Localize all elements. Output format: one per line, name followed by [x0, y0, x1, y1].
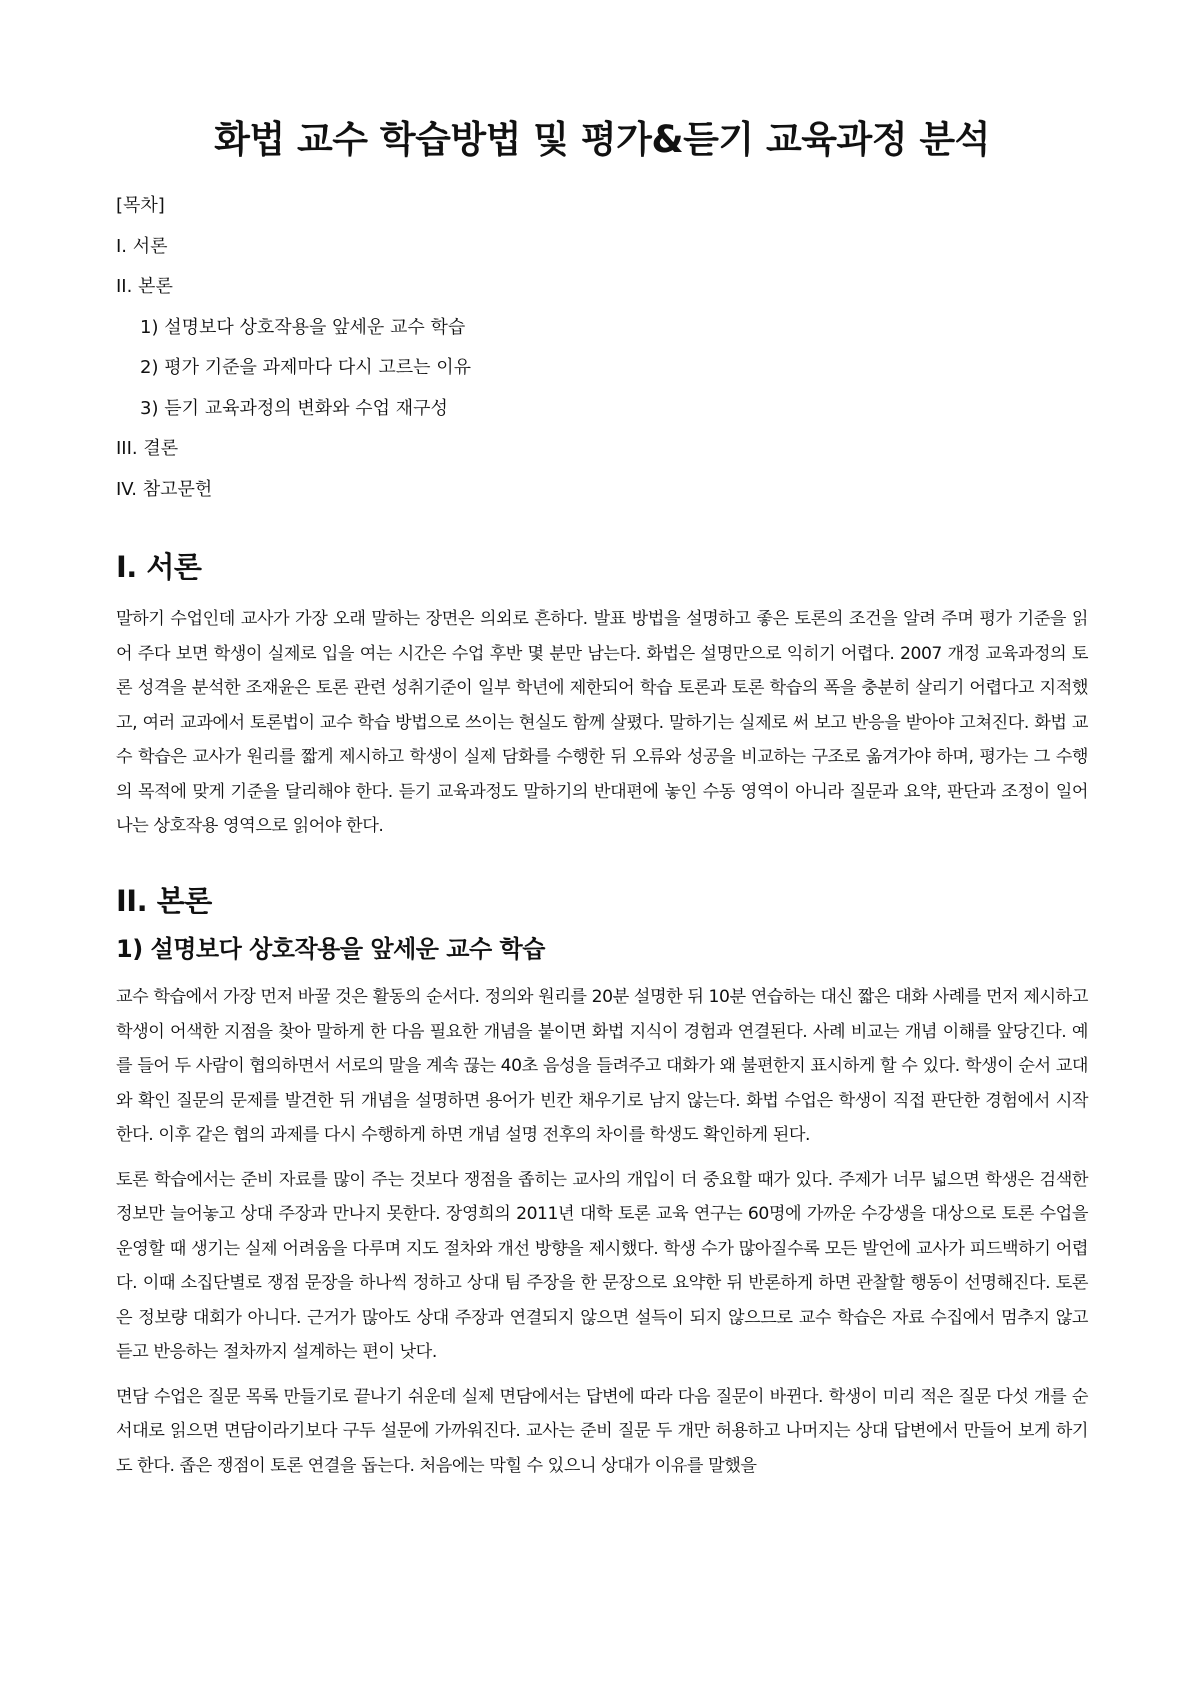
subsection-1 [116, 935, 1088, 1483]
toc-item-body-2: 2) 평가 기준을 과제마다 다시 고르는 이유 [140, 357, 472, 379]
body-paragraph: 면담 수업은 질문 목록 만들기로 끝나기 쉬운데 실제 면담에서는 답변에 따라 다음 질문이 바뀐다. 학생이 미리 적은 질문 다섯 개를 순서대로 읽으면 면담이라기보다 구두 설문에 가까워진다. 교사는 준비 질문 두 개만 허용하고 나머지는 상대 답변에서 만들어 보게 하기도 한다. 좁은 쟁점이 토론 연결을 돕는다. 처음에는 막힐 수 있으니 상대가 이유를 말했을 [116, 1386, 1088, 1476]
toc-label: [목차] [116, 195, 165, 217]
toc-item-references: IV. 참고문헌 [116, 478, 213, 500]
toc-item-body-1: 1) 설명보다 상호작용을 앞세운 교수 학습 [140, 316, 466, 338]
section-intro [116, 550, 1088, 843]
body-paragraph: 교수 학습에서 가장 먼저 바꿀 것은 활동의 순서다. 정의와 원리를 20분 설명한 뒤 10분 연습하는 대신 짧은 대화 사례를 먼저 제시하고 학생이 어색한 지점을 찾아 말하게 한 다음 필요한 개념을 붙이면 화법 지식이 경험과 연결된다. 사례 비교는 개념 이해를 앞당긴다. 예를 들어 두 사람이 협의하면서 서로의 말을 계속 끊는 40초 음성을 들려주고 대화가 왜 불편한지 표시하게 할 수 있다. 학생이 순서 교대와 확인 질문의 문제를 발견한 뒤 개념을 설명하면 용어가 빈칸 채우기로 남지 않는다. 화법 수업은 학생이 직접 판단한 경험에서 시작한다. 이후 같은 협의 과제를 다시 수행하게 하면 개념 설명 전후의 차이를 학생도 확인하게 된다. [116, 987, 1088, 1146]
toc-item-body-3: 3) 듣기 교육과정의 변화와 수업 재구성 [140, 397, 448, 419]
table-of-contents [116, 186, 1088, 510]
subsection-heading-1: 1) 설명보다 상호작용을 앞세운 교수 학습 [116, 935, 545, 964]
toc-item-intro: I. 서론 [116, 235, 168, 257]
section-heading-body: II. 본론 [116, 883, 212, 918]
toc-item-body: II. 본론 [116, 276, 173, 298]
document-title: 화법 교수 학습방법 및 평가&듣기 교육과정 분석 [214, 118, 990, 161]
section-heading-intro: I. 서론 [116, 550, 202, 585]
toc-item-conclusion: III. 결론 [116, 438, 179, 460]
body-paragraph: 토론 학습에서는 준비 자료를 많이 주는 것보다 쟁점을 좁히는 교사의 개입이 더 중요할 때가 있다. 주제가 너무 넓으면 학생은 검색한 정보만 늘어놓고 상대 주장과 만나지 못한다. 장영희의 2011년 대학 토론 교육 연구는 60명에 가까운 수강생을 대상으로 토론 수업을 운영할 때 생기는 실제 어려움을 다루며 지도 절차와 개선 방향을 제시했다. 학생 수가 많아질수록 모든 발언에 교사가 피드백하기 어렵다. 이때 소집단별로 쟁점 문장을 하나씩 정하고 상대 팀 주장을 한 문장으로 요약한 뒤 반론하게 하면 관찰할 행동이 선명해진다. 토론은 정보량 대회가 아니다. 근거가 많아도 상대 주장과 연결되지 않으면 설득이 되지 않으므로 교수 학습은 자료 수집에서 멈추지 않고 듣고 반응하는 절차까지 설계하는 편이 낫다. [116, 1169, 1088, 1363]
section-body [116, 884, 1088, 1484]
intro-paragraph: 말하기 수업인데 교사가 가장 오래 말하는 장면은 의외로 흔하다. 발표 방법을 설명하고 좋은 토론의 조건을 알려 주며 평가 기준을 읽어 주다 보면 학생이 실제로 입을 여는 시간은 수업 후반 몇 분만 남는다. 화법은 설명만으로 익히기 어렵다. 2007 개정 교육과정의 토론 성격을 분석한 조재윤은 토론 관련 성취기준이 일부 학년에 제한되어 학습 토론과 토론 학습의 폭을 충분히 살리기 어렵다고 지적했고, 여러 교과에서 토론법이 교수 학습 방법으로 쓰이는 현실도 함께 살폈다. 말하기는 실제로 써 보고 반응을 받아야 고쳐진다. 화법 교수 학습은 교사가 원리를 짧게 제시하고 학생이 실제 담화를 수행한 뒤 오류와 성공을 비교하는 구조로 옮겨가야 하며, 평가는 그 수행의 목적에 맞게 기준을 달리해야 한다. 듣기 교육과정도 말하기의 반대편에 놓인 수동 영역이 아니라 질문과 요약, 판단과 조정이 일어나는 상호작용 영역으로 읽어야 한다. [116, 609, 1088, 837]
